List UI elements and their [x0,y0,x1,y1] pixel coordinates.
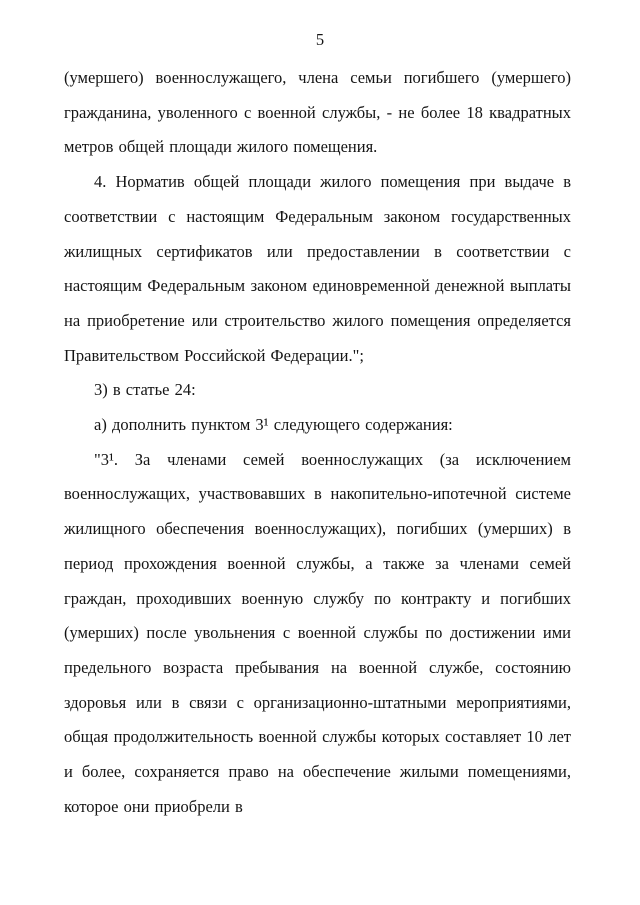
document-content [64,61,571,824]
paragraph-subitem-a: а) дополнить пунктом 3¹ следующего содержания: [94,415,453,435]
paragraph-item-4: 4. Норматив общей площади жилого помещения при выдаче в соответствии с настоящим Федеральным законом государственных жилищных сертификатов или предоставлении в соответствии с настоящим Федеральным законом единовременной денежной выплаты на приобретение или строительство жилого помещения определяется Правительством Российской Федерации."; [64,172,571,365]
page-number: 5 [315,30,325,49]
paragraph-continuation: (умершего) военнослужащего, члена семьи погибшего (умершего) гражданина, уволенного с военной службы, - не более 18 квадратных метров общей площади жилого помещения. [64,68,571,157]
paragraph-item-3-article-24: 3) в статье 24: [94,380,196,400]
paragraph-point-3-1: "3¹. За членами семей военнослужащих (за исключением военнослужащих, участвовавших в накопительно-ипотечной системе жилищного обеспечения военнослужащих), погибших (умерших) в период прохождения военной службы, а также за членами семей граждан, проходивших военную службу по контракту и погибших (умерших) после увольнения с военной службы по достижении ими предельного возраста пребывания на военной службе, состоянию здоровья или в связи с организационно-штатными мероприятиями, общая продолжительность военной службы которых составляет 10 лет и более, сохраняется право на обеспечение жилыми помещениями, которое они приобрели в [64,449,571,816]
